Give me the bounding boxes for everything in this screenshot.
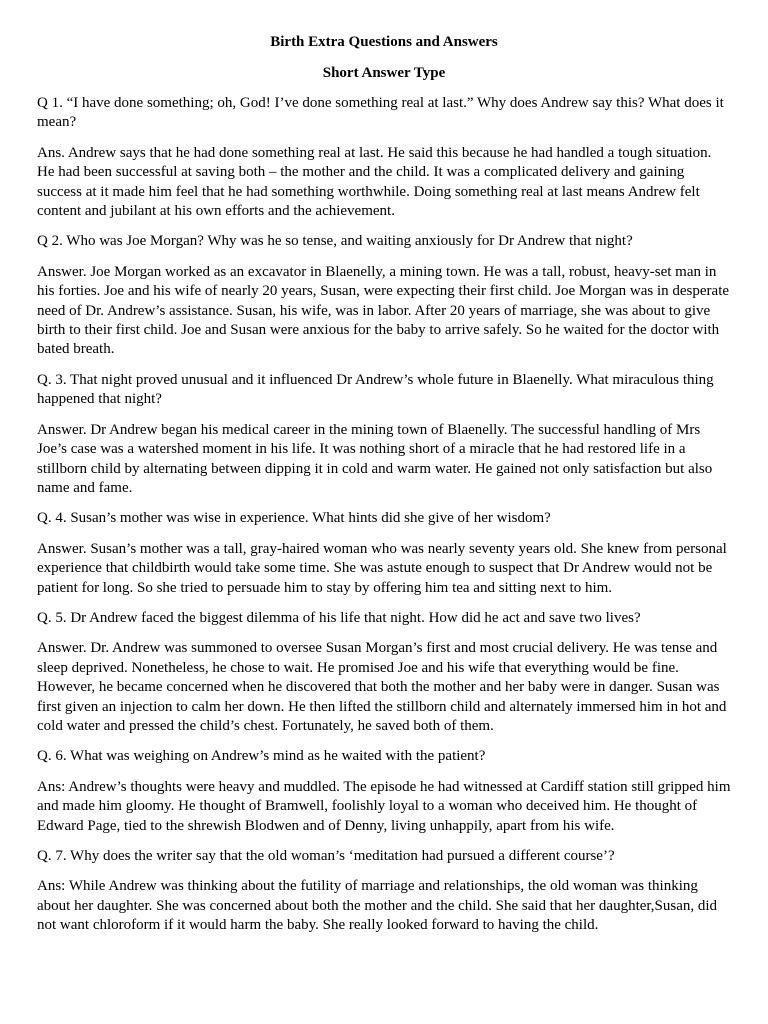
qa-list	[37, 94, 731, 936]
question-5: Q. 5. Dr Andrew faced the biggest dilemma of his life that night. How did he act and save two lives?	[37, 609, 641, 626]
question-3: Q. 3. That night proved unusual and it influenced Dr Andrew’s whole future in Blaenelly. What miraculous thing happened that night?	[37, 371, 714, 408]
answer-2: Answer. Joe Morgan worked as an excavator in Blaenelly, a mining town. He was a tall, robust, heavy-set man in his forties. Joe and his wife of nearly 20 years, Susan, were expecting their first child. Joe Morgan was in desperate need of Dr. Andrew’s assistance. Susan, his wife, was in labor. After 20 years of marriage, she was about to give birth to their first child. Joe and Susan were anxious for the baby to arrive safely. So he waited for the doctor with bated breath.	[37, 263, 730, 358]
question-1: Q 1. “I have done something; oh, God! I’ve done something real at last.” Why does Andrew say this? What does it mean?	[37, 95, 724, 131]
answer-7: Ans: While Andrew was thinking about the futility of marriage and relationships, the old woman was thinking about her daughter. She was concerned about both the mother and the child. She said that her daughter,Susan, did not want chloroform if it would harm the baby. She really looked forward to having the child.	[37, 878, 718, 934]
question-7: Q. 7. Why does the writer say that the old woman’s ‘meditation had pursued a different course’?	[37, 848, 615, 864]
answer-3: Answer. Dr Andrew began his medical career in the mining town of Blaenelly. The successful handling of Mrs Joe’s case was a watershed moment in his life. It was nothing short of a miracle that he had restored life in a stillborn child by alternating between dipping it in cold and warm water. He gained not only satisfaction but also name and fame.	[37, 421, 713, 496]
answer-5: Answer. Dr. Andrew was summoned to oversee Susan Morgan’s first and most crucial delivery. He was tense and sleep deprived. Nonetheless, he chose to wait. He promised Joe and his wife that everything would be fine. However, he became concerned when he discovered that both the mother and her baby were in danger. Susan was first given an injection to calm her down. He then lifted the stillborn child and alternately immersed him in hot and cold water and pressed the child’s chest. Fortunately, he saved both of them.	[37, 640, 727, 734]
document-title: Birth Extra Questions and Answers	[270, 34, 498, 50]
document-subtitle: Short Answer Type	[322, 65, 446, 81]
question-2: Q 2. Who was Joe Morgan? Why was he so tense, and waiting anxiously for Dr Andrew that night?	[37, 233, 633, 250]
question-6: Q. 6. What was weighing on Andrew’s mind as he waited with the patient?	[37, 748, 486, 765]
answer-4: Answer. Susan’s mother was a tall, gray-haired woman who was nearly seventy years old. She knew from personal experience that childbirth would take some time. She was astute enough to suspect that Dr Andrew would not be patient for long. So she tried to persuade him to stay by offering him tea and sitting next to him.	[37, 540, 727, 596]
answer-1: Ans. Andrew says that he had done something real at last. He said this because he had handled a tough situation. He had been successful at saving both – the mother and the child. It was a complicated delivery and gaining success at it made him feel that he had something worthwhile. Doing something real at last means Andrew felt content and jubilant at his own efforts and the achievement.	[37, 144, 712, 220]
question-4: Q. 4. Susan’s mother was wise in experience. What hints did she give of her wisdom?	[37, 510, 551, 527]
answer-6: Ans: Andrew’s thoughts were heavy and muddled. The episode he had witnessed at Cardiff station still gripped him and made him gloomy. He thought of Bramwell, foolishly loyal to a woman who deceived him. He thought of Edward Page, tied to the shrewish Blodwen and of Denny, living unhappily, apart from his wife.	[37, 778, 731, 834]
